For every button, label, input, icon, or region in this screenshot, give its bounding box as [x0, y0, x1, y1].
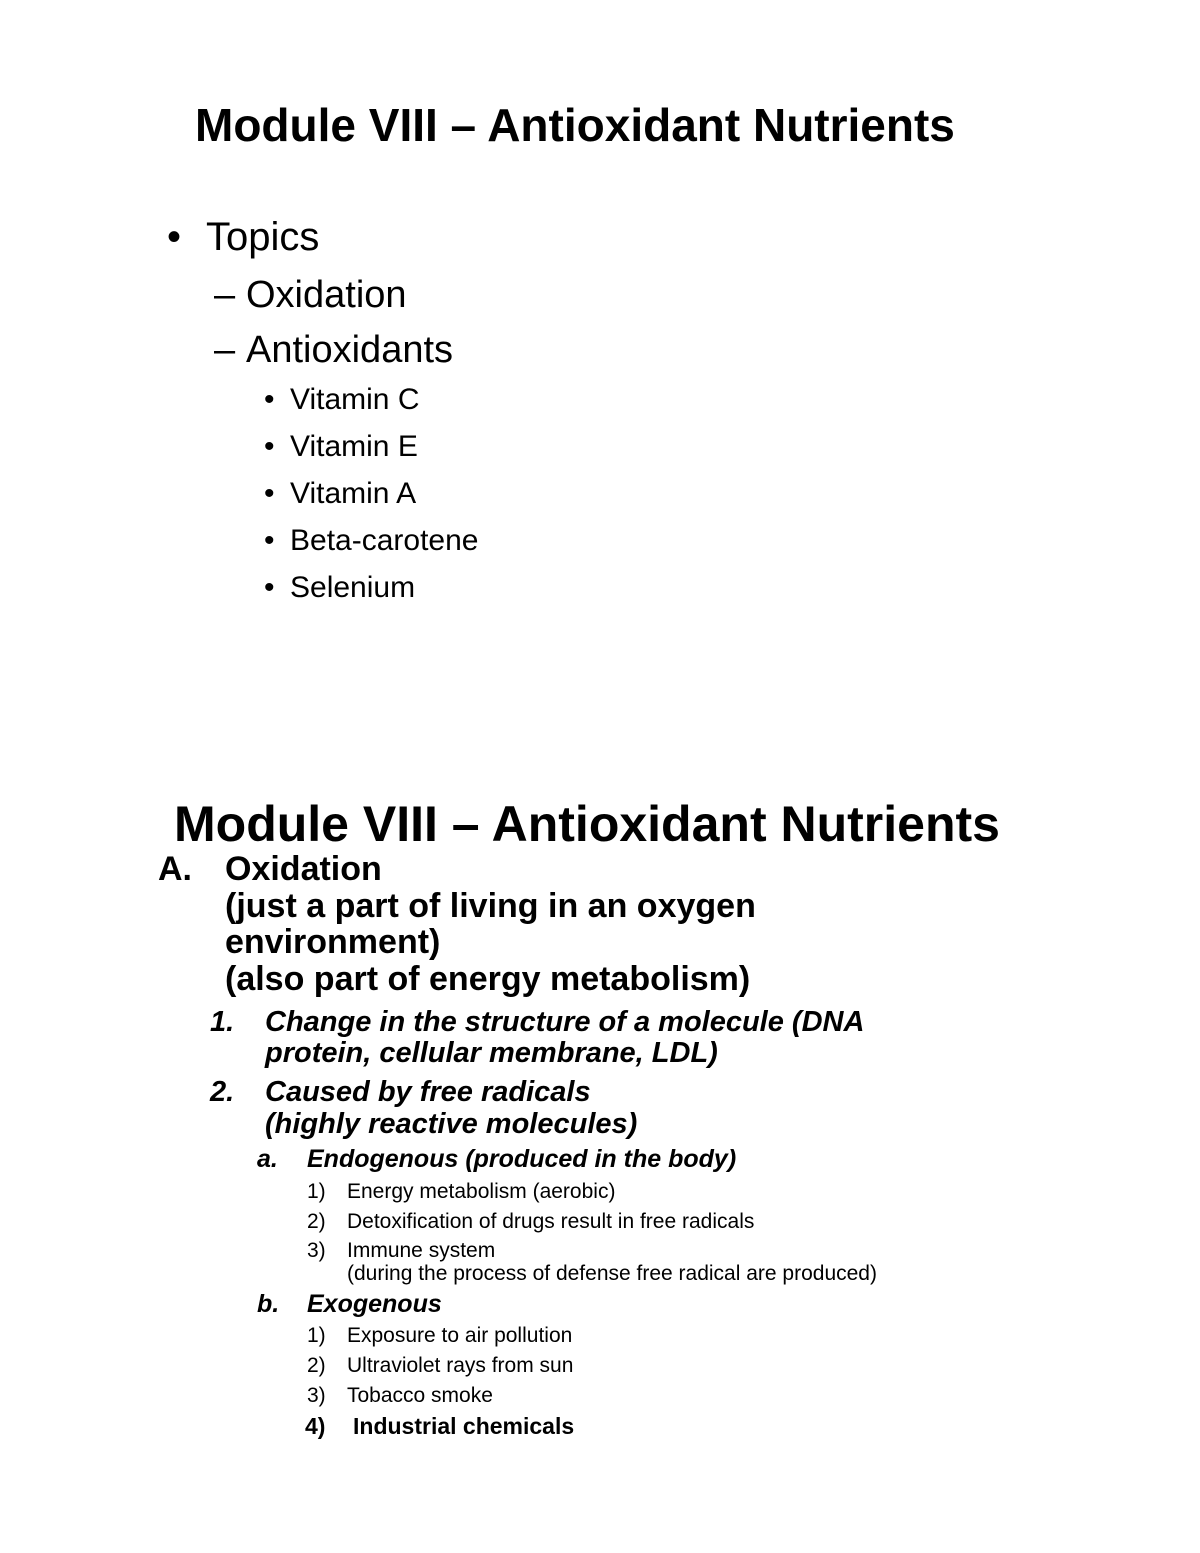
exogenous-number: 1)	[307, 1324, 326, 1347]
list-item-selenium: Selenium	[290, 571, 416, 604]
sub-a-heading: Endogenous (produced in the body)	[307, 1145, 737, 1173]
topic-antioxidants: Antioxidants	[246, 329, 454, 371]
exogenous-item: Tobacco smoke	[347, 1384, 493, 1407]
section-a-line: (also part of energy metabolism)	[225, 960, 751, 998]
section-a-line: environment)	[225, 923, 441, 961]
exogenous-number: 3)	[307, 1384, 326, 1407]
topic-oxidation: Oxidation	[246, 274, 407, 316]
list-item-vitamin-e: Vitamin E	[290, 430, 418, 463]
section-a-line: (just a part of living in an oxygen	[225, 887, 756, 925]
endogenous-number: 2)	[307, 1210, 326, 1233]
list-bullet: •	[264, 571, 275, 604]
exogenous-item: Exposure to air pollution	[347, 1324, 573, 1347]
endogenous-item: Immune system	[347, 1239, 496, 1262]
endogenous-number: 3)	[307, 1239, 326, 1262]
section-a-letter: A.	[158, 850, 192, 888]
point-2-text: (highly reactive molecules)	[265, 1108, 638, 1140]
point-2-text: Caused by free radicals	[265, 1076, 591, 1108]
oxidation-dash: –	[214, 274, 236, 316]
sub-b-heading: Exogenous	[307, 1290, 442, 1318]
antioxidants-dash: –	[214, 329, 236, 371]
section-a-heading: Oxidation	[225, 850, 382, 888]
point-1-number: 1.	[210, 1006, 235, 1038]
exogenous-item-industrial-chemicals: Industrial chemicals	[353, 1413, 575, 1439]
point-1-text: Change in the structure of a molecule (DNA	[265, 1006, 865, 1038]
sub-b-letter: b.	[257, 1290, 280, 1318]
endogenous-item: Energy metabolism (aerobic)	[347, 1180, 616, 1203]
exogenous-item: Ultraviolet rays from sun	[347, 1354, 574, 1377]
endogenous-number: 1)	[307, 1180, 326, 1203]
immune-system-note: (during the process of defense free radical are produced)	[347, 1262, 877, 1285]
list-bullet: •	[264, 524, 275, 557]
topics-label: Topics	[206, 215, 320, 259]
list-bullet: •	[264, 383, 275, 416]
point-2-number: 2.	[210, 1076, 235, 1108]
list-item-beta-carotene: Beta-carotene	[290, 524, 479, 557]
endogenous-item: Detoxification of drugs result in free radicals	[347, 1210, 755, 1233]
point-1-text: protein, cellular membrane, LDL)	[265, 1037, 718, 1069]
list-item-vitamin-c: Vitamin C	[290, 383, 420, 416]
exogenous-number: 2)	[307, 1354, 326, 1377]
sub-a-letter: a.	[257, 1145, 278, 1173]
exogenous-number: 4)	[305, 1413, 326, 1439]
topics-bullet: •	[167, 215, 182, 259]
list-bullet: •	[264, 477, 275, 510]
list-bullet: •	[264, 430, 275, 463]
slide-2-title: Module VIII – Antioxidant Nutrients	[174, 796, 1000, 852]
list-item-vitamin-a: Vitamin A	[290, 477, 417, 510]
slide-1-title: Module VIII – Antioxidant Nutrients	[195, 99, 955, 151]
